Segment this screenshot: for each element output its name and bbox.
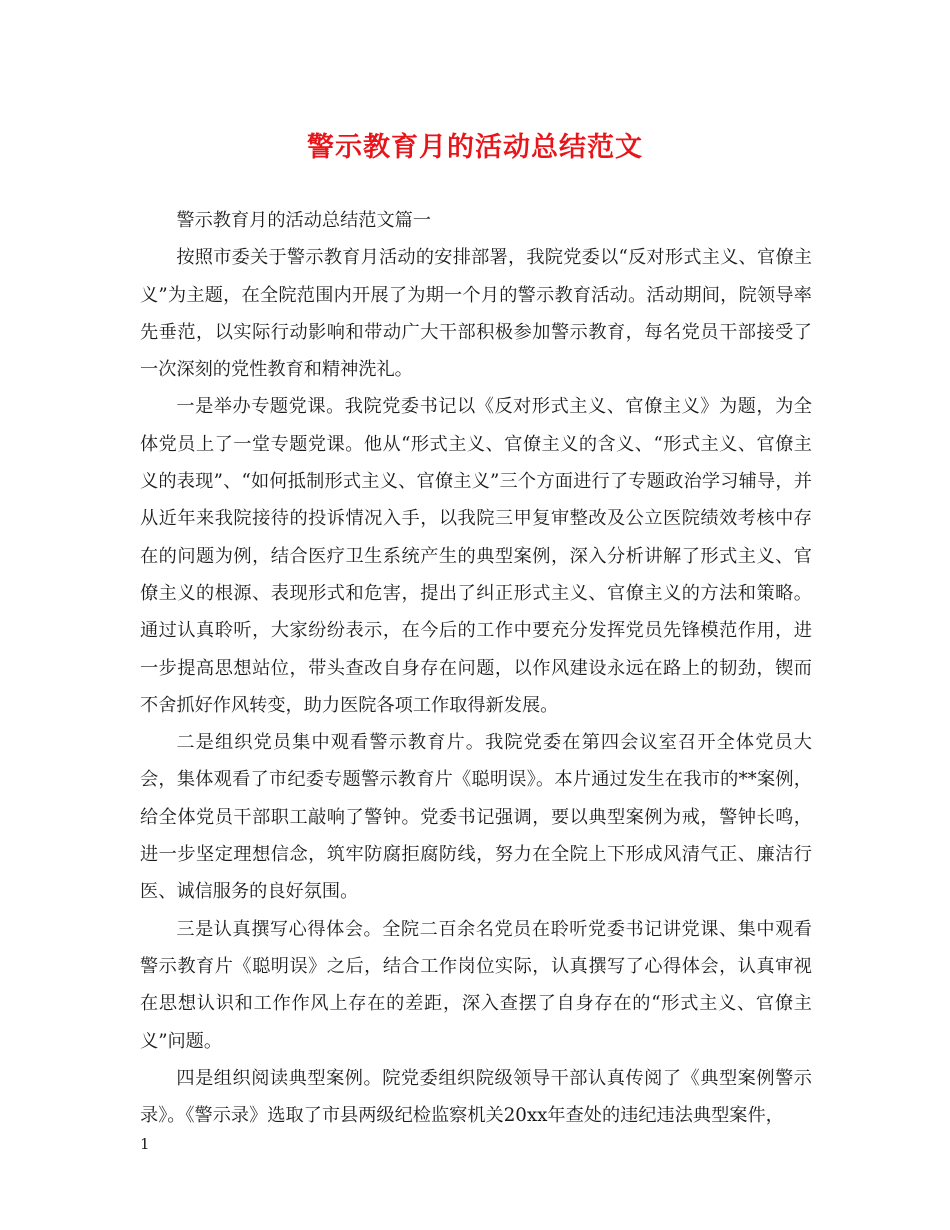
paragraph-warning-film: 二是组织党员集中观看警示教育片。我院党委在第四会议室召开全体党员大会，集体观看了市纪委专题警示教育片《聪明误》。本片通过发生在我市的**案例，给全体党员干部职工敲响了警钟。党委书记强调，要以典型案例为戒，警钟长鸣，进一步坚定理想信念，筑牢防腐拒腐防线，努力在全院上下形成风清气正、廉洁行医、诚信服务的良好氛围。 <box>140 732 812 903</box>
paragraph-reflections: 三是认真撰写心得体会。全院二百余名党员在聆听党委书记讲党课、集中观看警示教育片《聪明误》之后，结合工作岗位实际，认真撰写了心得体会，认真审视在思想认识和工作作风上存在的差距，深入查摆了自身存在的“形式主义、官僚主义”问题。 <box>140 918 812 1052</box>
document-body <box>140 202 812 1134</box>
paragraph-case-reading: 四是组织阅读典型案例。院党委组织院级领导干部认真传阅了《典型案例警示录》。《警示录》选取了市县两级纪检监察机关20xx年查处的违纪违法典型案件， <box>140 1067 812 1127</box>
document-title: 警示教育月的活动总结范文 <box>307 132 643 163</box>
paragraph-intro: 按照市委关于警示教育月活动的安排部署，我院党委以“反对形式主义、官僚主义”为主题，在全院范围内开展了为期一个月的警示教育活动。活动期间，院领导率先垂范，以实际行动影响和带动广大干部积极参加警示教育，每名党员干部接受了一次深刻的党性教育和精神洗礼。 <box>140 247 812 381</box>
section-heading: 警示教育月的活动总结范文篇一 <box>176 210 432 231</box>
paragraph-party-lecture: 一是举办专题党课。我院党委书记以《反对形式主义、官僚主义》为题，为全体党员上了一堂专题党课。他从“形式主义、官僚主义的含义、“形式主义、官僚主义的表现”、“如何抵制形式主义、官僚主义”三个方面进行了专题政治学习辅导，并从近年来我院接待的投诉情况入手，以我院三甲复审整改及公立医院绩效考核中存在的问题为例，结合医疗卫生系统产生的典型案例，深入分析讲解了形式主义、官僚主义的根源、表现形式和危害，提出了纠正形式主义、官僚主义的方法和策略。通过认真聆听，大家纷纷表示，在今后的工作中要充分发挥党员先锋模范作用，进一步提高思想站位，带头查改自身存在问题，以作风建设永远在路上的韧劲，锲而不舍抓好作风转变，助力医院各项工作取得新发展。 <box>140 396 812 716</box>
page-number: 1 <box>140 1135 150 1153</box>
